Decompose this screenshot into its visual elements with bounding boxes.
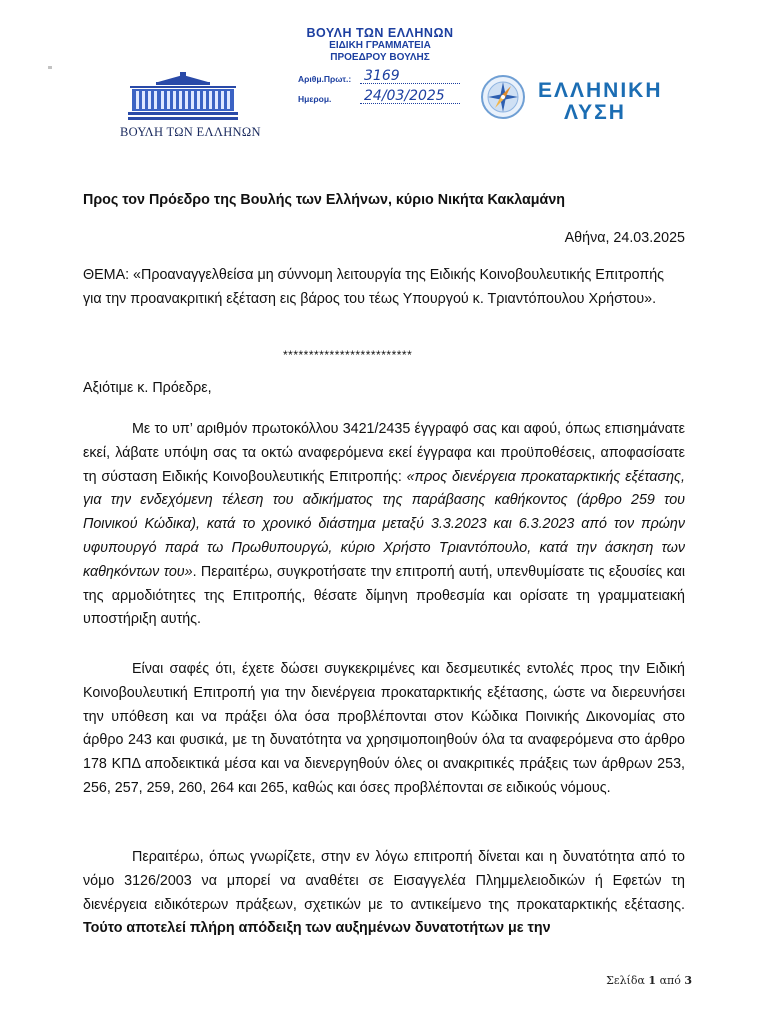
subject: ΘΕΜΑ: «Προαναγγελθείσα μη σύννομη λειτουργία της Ειδικής Κοινοβουλευτικής Επιτροπής για την προανακριτική εξέταση εις βάρος του τέως Υπουργού κ. Τριαντόπουλου Χρήστου».	[83, 267, 665, 307]
paragraph-3	[83, 846, 685, 941]
stamp-date-label: Ημερομ.	[298, 94, 332, 104]
scan-speck	[48, 66, 52, 69]
stamp-title: ΒΟΥΛΗ ΤΩΝ ΕΛΛΗΝΩΝ	[306, 26, 454, 40]
stamp-protocol-row	[290, 70, 470, 84]
page-current: 1	[648, 974, 657, 987]
parliament-building-icon	[128, 72, 238, 122]
received-stamp	[290, 26, 470, 104]
parliament-name: ΒΟΥΛΗ ΤΩΝ ΕΛΛΗΝΩΝ	[120, 125, 261, 139]
paragraph-3-bold: Τούτο αποτελεί πλήρη απόδειξη των αυξημένων δυνατοτήτων με την	[83, 920, 551, 937]
parliament-logo	[120, 72, 261, 140]
separator: *************************	[283, 348, 413, 362]
paragraph-2: Είναι σαφές ότι, έχετε δώσει συγκεκριμένες και δεσμευτικές εντολές προς την Ειδική Κοινοβουλευτική Επιτροπή για την διενέργεια προκαταρκτικής εξέτασης, ώστε να διερευνήσει την υπόθεση και να πράξει όλα όσα προβλέπονται στον Κώδικα Ποινικής Δικονομίας στο άρθρο 243 και φυσικά, με τη δυνατότητα να χρησιμοποιηθούν όλα τα αναφερόμενα στο άρθρο 178 ΚΠΔ αποδεικτικά μέσα και να διενεργηθούν όλες οι ανακριτικές πράξεις των άρθρων 253, 256, 257, 259, 260, 264 και 265, καθώς και όσες προβλέπονται σε ειδικούς νόμους.	[83, 661, 685, 796]
page-label: Σελίδα	[606, 974, 645, 987]
party-logo	[480, 74, 526, 125]
salutation: Αξιότιμε κ. Πρόεδρε,	[83, 380, 212, 396]
paragraph-3-text: Περαιτέρω, όπως γνωρίζετε, στην εν λόγω επιτροπή δίνεται και η δυνατότητα από το νόμο 3126/2003 να μπορεί να αναθέτει σε Εισαγγελέα Πλημμελειοδικών ή Εφετών τη διενέργεια ειδικότερων πράξεων, σχετικών με το αντικείμενο της προκαταρκτικής εξέτασης.	[83, 849, 685, 913]
paragraph-1-continuation: . Περαιτέρω, συγκροτήσατε την επιτροπή αυτή, υπενθυμίσατε τις εξουσίες και της αρμοδιότητες της Επιτροπής, θέσατε δίμηνη προθεσμία και ορίσατε τη γραμματειακή υποστήριξη αυτής.	[83, 563, 686, 628]
stamp-date-value: 24/03/2025	[360, 90, 460, 104]
party-name-line-1: ΕΛΛΗΝΙΚΗ	[538, 79, 663, 102]
stamp-secretariat: ΕΙΔΙΚΗ ΓΡΑΜΜΑΤΕΙΑ	[329, 40, 431, 51]
page-footer	[606, 974, 692, 987]
compass-icon	[480, 74, 526, 120]
letter-date: Αθήνα, 24.03.2025	[564, 230, 685, 246]
paragraph-1-quote: «προς διενέργεια προκαταρκτικής εξέτασης, για την ενδεχόμενη τέλεση του αδικήματος της παράβασης καθήκοντος (άρθρο 259 του Ποινικού Κώδικα), κατά το χρονικό διάστημα μεταξύ 3.3.2023 και 6.3.2023 από τον πρώην υφυπουργό παρά τω Πρωθυπουργώ, κύριο Χρήστο Τριαντόπουλο, κατά την άσκηση των καθηκόντων του»	[83, 468, 685, 580]
party-name-line-2: ΛΥΣΗ	[564, 101, 626, 124]
stamp-protocol-number: 3169	[360, 70, 460, 84]
page-total: 3	[684, 974, 692, 987]
stamp-date-row	[290, 90, 470, 104]
paragraph-1-text: Με το υπ’ αριθμόν πρωτοκόλλου 3421/2435 έγγραφό σας και αφού, όπως επισημάνατε εκεί, λάβατε υπόψη σας τα οκτώ αναφερόμενα εκεί έγγραφα και προϋποθέσεις, αποφασίσατε τη σύσταση Ειδικής Κοινοβουλευτικής Επιτροπής:	[83, 421, 685, 485]
party-name	[538, 80, 663, 124]
stamp-president-office: ΠΡΟΕΔΡΟΥ ΒΟΥΛΗΣ	[330, 52, 430, 63]
stamp-protocol-label: Αριθμ.Πρωτ.:	[298, 74, 352, 84]
page-of: από	[659, 974, 681, 987]
paragraph-1	[83, 418, 685, 632]
addressee: Προς τον Πρόεδρο της Βουλής των Ελλήνων, κύριο Νικήτα Κακλαμάνη	[83, 192, 566, 208]
